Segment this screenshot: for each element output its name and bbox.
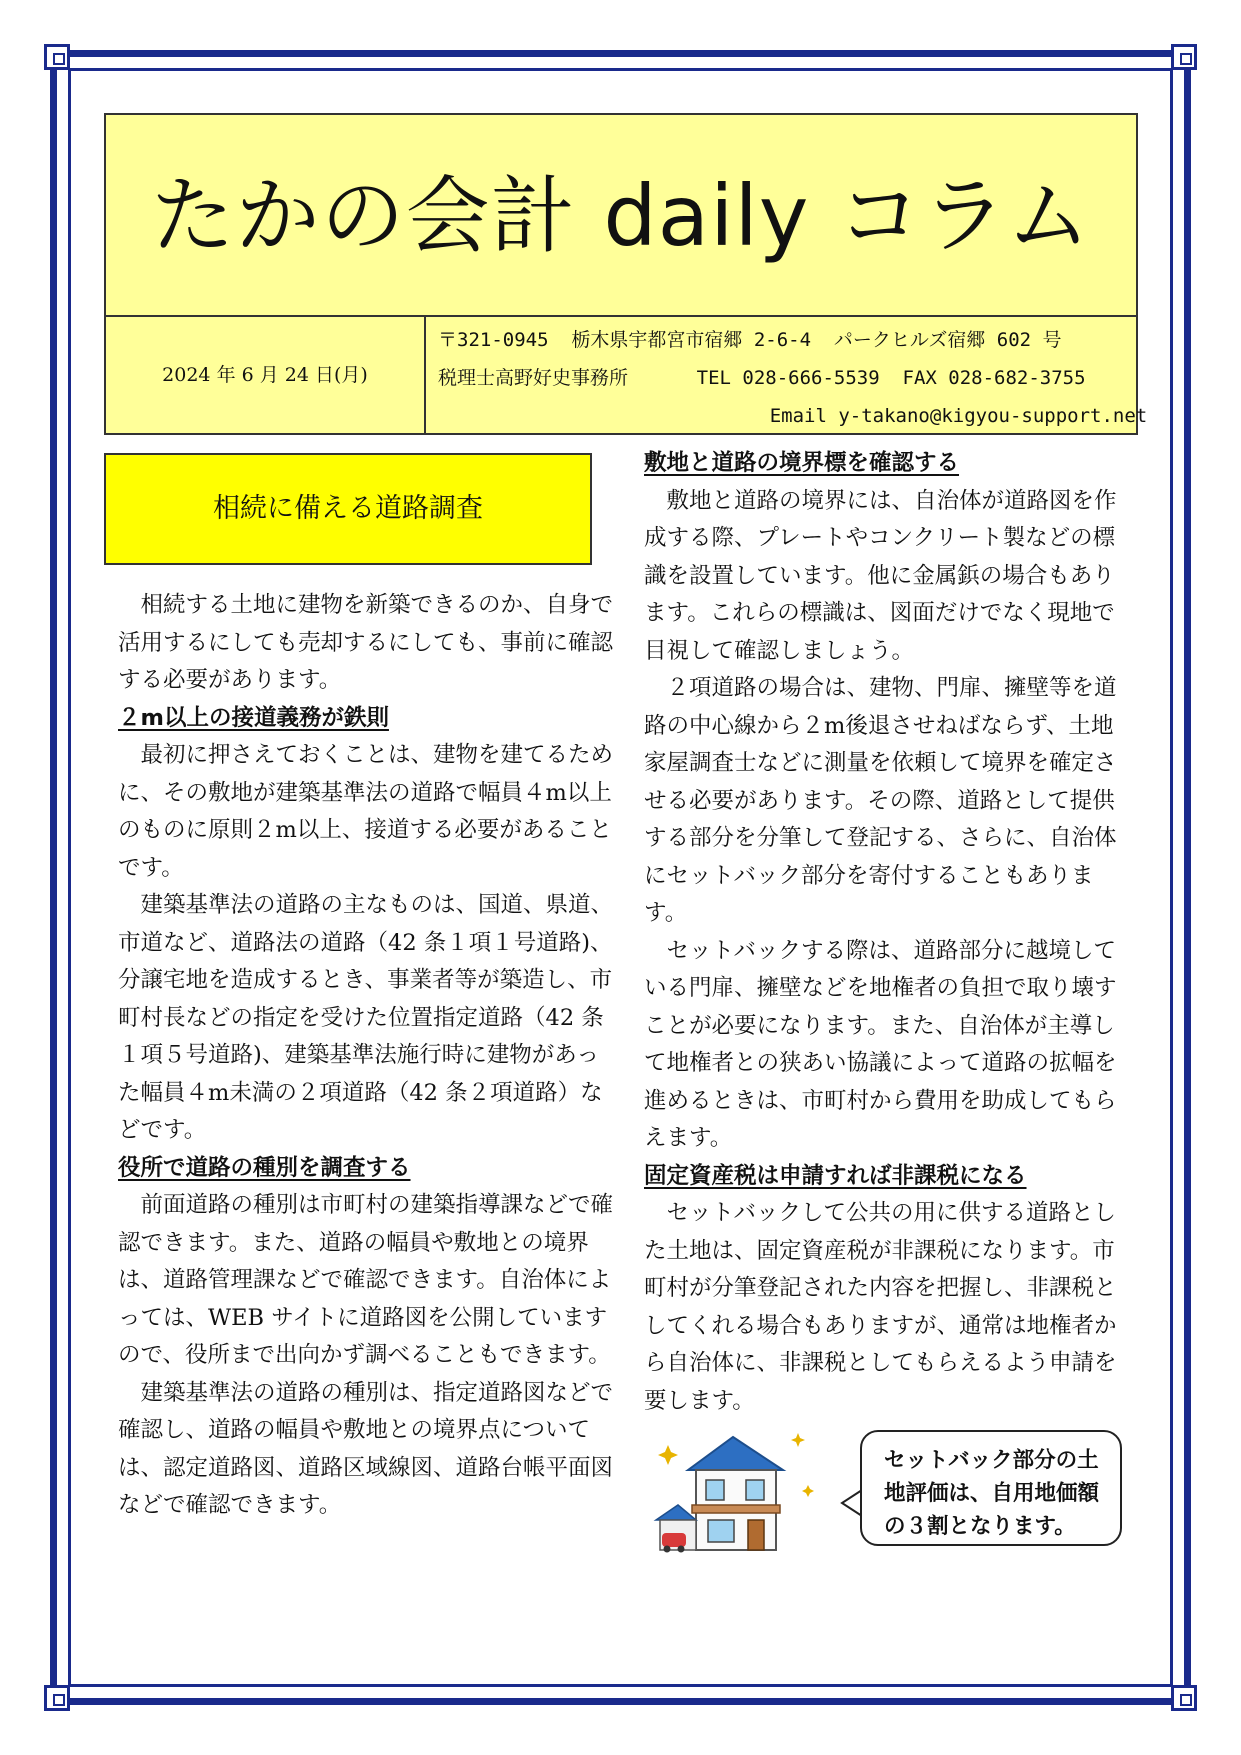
section-3-paragraph-1: 敷地と道路の境界には、自治体が道路図を作成する際、プレートやコンクリート製などの標識を設置しています。他に金属鋲の場合もあります。これらの標識は、図面だけでなく現地で目視して確認しましょう。 <box>644 487 1117 664</box>
intro-paragraph: 相続する土地に建物を新築できるのか、自身で活用するにしても売却するにしても、事前に確認する必要があります。 <box>118 592 614 693</box>
house-illustration <box>648 1425 818 1555</box>
masthead-title: たかの会計 daily コラム <box>106 115 1136 317</box>
section-2-paragraph-2: 建築基準法の道路の種別は、指定道路図などで確認し、道路の幅員や敷地との境界点については、認定道路図、道路区域線図、道路台帳平面図などで確認できます。 <box>118 1379 614 1518</box>
corner-ornament-tl <box>44 44 70 70</box>
office-address: 〒321-0945 栃木県宇都宮市宿郷 2-6-4 パークヒルズ宿郷 602 号 <box>438 329 1062 351</box>
corner-ornament-tr <box>1171 44 1197 70</box>
section-3-paragraph-3: セットバックする際は、道路部分に越境している門扉、擁壁などを地権者の負担で取り壊すことが必要になります。また、自治体が主導して地権者との狭あい協議によって道路の拡幅を進めるときは、市町村から費用を助成してもらえます。 <box>644 937 1117 1151</box>
office-email: Email y-takano@kigyou-support.net <box>438 405 1148 427</box>
section-4-paragraph-1: セットバックして公共の用に供する道路とした土地は、固定資産税が非課税になります。市町村が分筆登記された内容を把握し、非課税としてくれる場合もありますが、通常は地権者から自治体に、非課税としてもらえるよう申請を要します。 <box>644 1200 1117 1414</box>
section-heading-1: ２m以上の接道義務が鉄則 <box>118 704 389 731</box>
section-1-paragraph-2: 建築基準法の道路の主なものは、国道、県道、市道など、道路法の道路（42 条１項１号道路)、分譲宅地を造成するとき、事業者等が築造し、市町村長などの指定を受けた位置指定道路（42 条１項５号道路)、建築基準法施行時に建物があった幅員４m未満の２項道路（42 条２項道路）などです。 <box>118 892 614 1143</box>
masthead <box>104 113 1148 435</box>
left-column <box>118 587 613 1525</box>
section-heading-3: 敷地と道路の境界標を確認する <box>644 450 960 476</box>
office-contact <box>438 321 1148 435</box>
office-phone-fax: 税理士高野好史事務所 TEL 028-666-5539 FAX 028-682-3755 <box>438 367 1086 389</box>
section-3-paragraph-2: ２項道路の場合は、建物、門扉、擁壁等を道路の中心線から２m後退させねばならず、土地家屋調査士などに測量を依頼して境界を確定させる必要があります。その際、道路として提供する部分を分筆して登記する、さらに、自治体にセットバック部分を寄付することもあります。 <box>644 675 1117 926</box>
right-column <box>644 445 1134 1420</box>
issue-date: 2024 年 6 月 24 日(月) <box>106 317 426 433</box>
article-title: 相続に備える道路調査 <box>104 453 592 565</box>
corner-ornament-bl <box>44 1685 70 1711</box>
section-1-paragraph-1: 最初に押さえておくことは、建物を建てるために、その敷地が建築基準法の道路で幅員４m以上のものに原則２m以上、接道する必要があることです。 <box>118 742 614 881</box>
section-heading-4: 固定資産税は申請すれば非課税になる <box>644 1162 1027 1189</box>
corner-ornament-br <box>1171 1685 1197 1711</box>
section-heading-2: 役所で道路の種別を調査する <box>118 1154 411 1181</box>
callout-bubble: セットバック部分の土地評価は、自用地価額の３割となります。 <box>860 1430 1122 1546</box>
section-2-paragraph-1: 前面道路の種別は市町村の建築指導課などで確認できます。また、道路の幅員や敷地との境界は、道路管理課などで確認できます。自治体によっては、WEB サイトに道路図を公開していますので、役所まで出向かず調べることもできます。 <box>118 1192 614 1368</box>
